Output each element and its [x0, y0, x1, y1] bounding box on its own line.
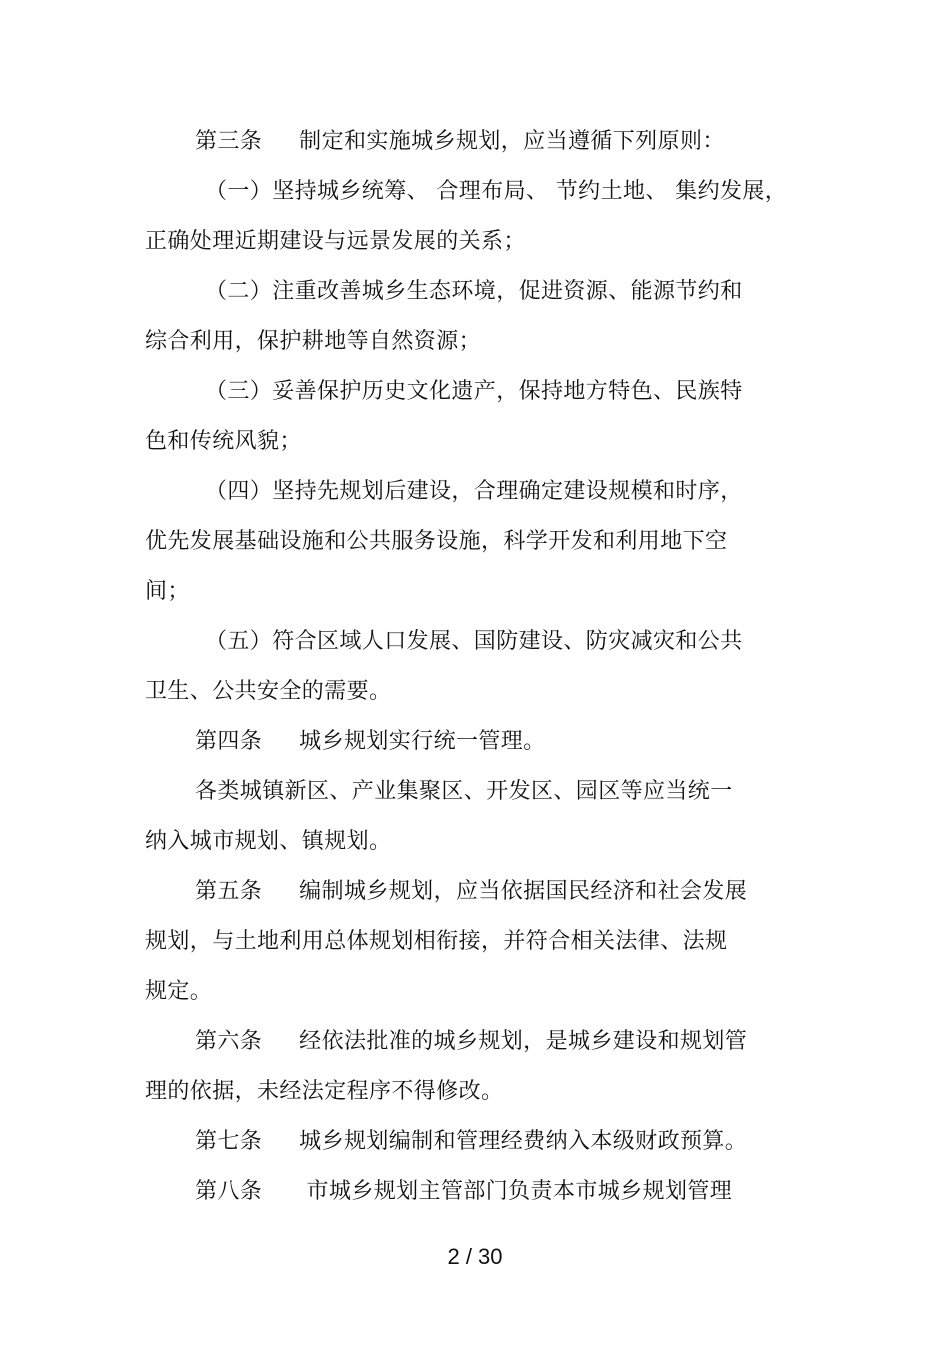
article-5-line-2: 规划，与土地利用总体规划相衔接，并符合相关法律、法规 — [145, 929, 728, 954]
article-8-line: 第八条 市城乡规划主管部门负责本市城乡规划管理 — [195, 1179, 733, 1204]
principle-1-line-1: （一）坚持城乡统筹、 合理布局、 节约土地、 集约发展， — [205, 179, 788, 204]
article-3-heading-line: 第三条 制定和实施城乡规划，应当遵循下列原则： — [195, 129, 725, 154]
article-4-line: 第四条 城乡规划实行统一管理。 — [195, 729, 546, 754]
article-7-line: 第七条 城乡规划编制和管理经费纳入本级财政预算。 — [195, 1129, 748, 1154]
article-6-line-2: 理的依据，未经法定程序不得修改。 — [145, 1079, 504, 1104]
article-6-line-1: 第六条 经依法批准的城乡规划，是城乡建设和规划管 — [195, 1029, 748, 1054]
principle-3-line-1: （三）妥善保护历史文化遗产，保持地方特色、民族特 — [205, 379, 743, 404]
principle-5-line-1: （五）符合区域人口发展、国防建设、防灾减灾和公共 — [205, 629, 743, 654]
principle-4-line-2: 优先发展基础设施和公共服务设施，科学开发和利用地下空 — [145, 529, 728, 554]
principle-4-line-3: 间； — [145, 579, 190, 604]
principle-1-line-2: 正确处理近期建设与远景发展的关系； — [145, 229, 526, 254]
article-5-line-1: 第五条 编制城乡规划，应当依据国民经济和社会发展 — [195, 879, 748, 904]
principle-3-line-2: 色和传统风貌； — [145, 429, 302, 454]
principle-4-line-1: （四）坚持先规划后建设，合理确定建设规模和时序， — [205, 479, 743, 504]
article-4-paragraph-line-2: 纳入城市规划、镇规划。 — [145, 829, 392, 854]
principle-5-line-2: 卫生、公共安全的需要。 — [145, 679, 392, 704]
page-number: 2 / 30 — [447, 1244, 503, 1269]
principle-2-line-1: （二）注重改善城乡生态环境，促进资源、能源节约和 — [205, 279, 743, 304]
article-5-line-3: 规定。 — [145, 979, 213, 1004]
article-4-paragraph-line-1: 各类城镇新区、产业集聚区、开发区、园区等应当统一 — [195, 779, 733, 804]
principle-2-line-2: 综合利用，保护耕地等自然资源； — [145, 329, 482, 354]
